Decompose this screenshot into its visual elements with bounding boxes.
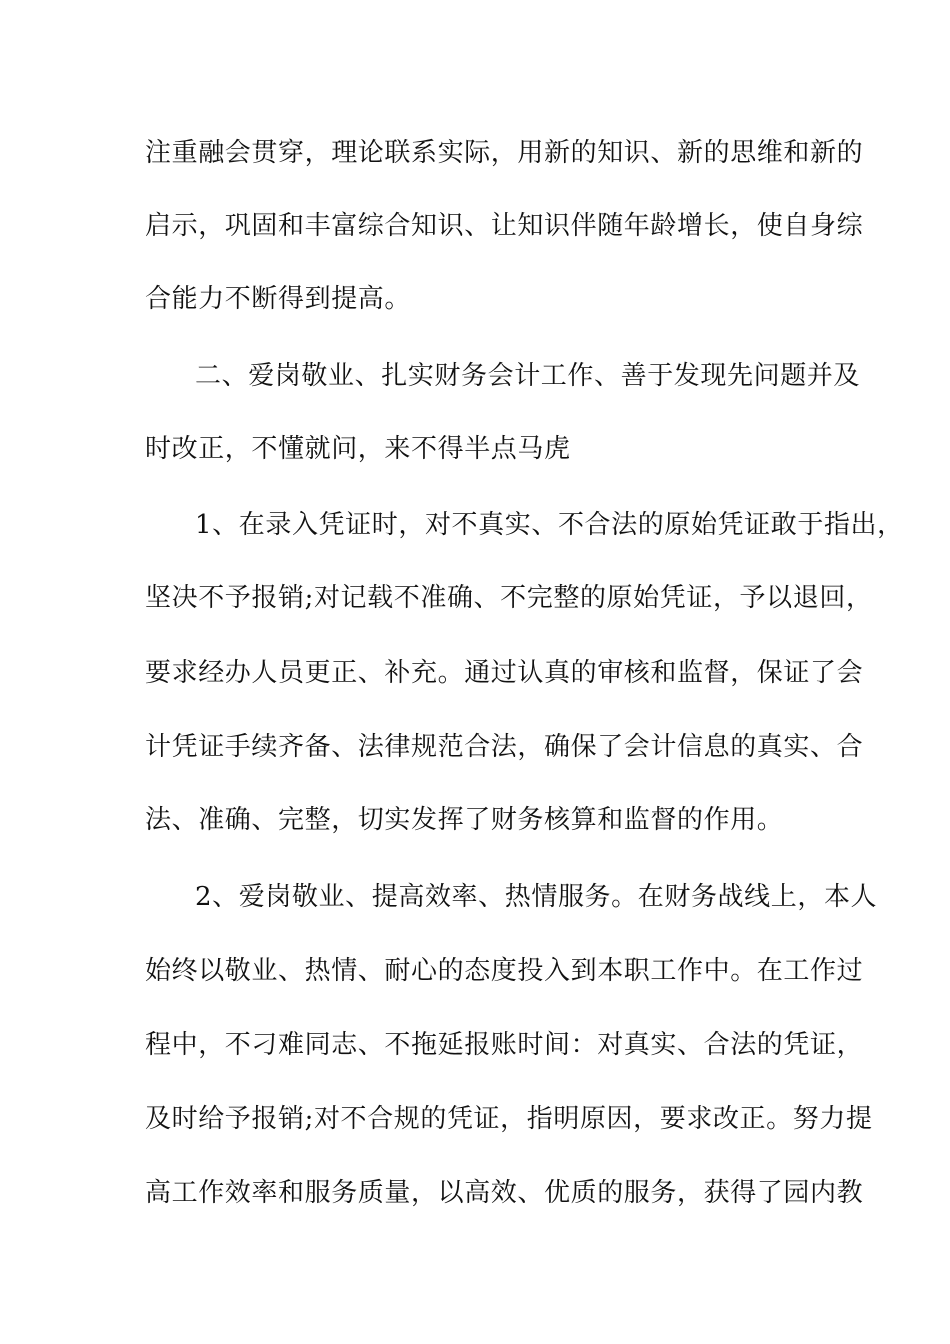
paragraph-3-line-5: 法、准确、完整，切实发挥了财务核算和监督的作用。 [145, 805, 784, 835]
paragraph-2-line-2: 时改正，不懂就问，来不得半点马虎 [145, 434, 571, 464]
paragraph-3-line-2: 坚决不予报销;对记载不准确、不完整的原始凭证，予以退回， [145, 583, 873, 613]
paragraph-1-line-3: 合能力不断得到提高。 [145, 284, 412, 314]
paragraph-3-line-3: 要求经办人员更正、补充。通过认真的审核和监督，保证了会 [145, 658, 864, 688]
paragraph-4-line-2: 始终以敬业、热情、耐心的态度投入到本职工作中。在工作过 [145, 956, 864, 986]
paragraph-2-line-1: 二、爱岗敬业、扎实财务会计工作、善于发现先问题并及 [195, 361, 861, 391]
paragraph-4-line-4: 及时给予报销;对不合规的凭证，指明原因，要求改正。努力提 [145, 1104, 873, 1134]
paragraph-4-line-3: 程中，不刁难同志、不拖延报账时间：对真实、合法的凭证， [145, 1030, 864, 1060]
paragraph-4-line-5: 高工作效率和服务质量，以高效、优质的服务，获得了园内教 [145, 1178, 864, 1208]
paragraph-4-line-1: 2、爱岗敬业、提高效率、热情服务。在财务战线上，本人 [195, 882, 878, 912]
paragraph-1-line-1: 注重融会贯穿，理论联系实际，用新的知识、新的思维和新的 [145, 138, 864, 168]
paragraph-3-line-1: 1、在录入凭证时，对不真实、不合法的原始凭证敢于指出， [195, 510, 904, 540]
paragraph-3-line-4: 计凭证手续齐备、法律规范合法，确保了会计信息的真实、合 [145, 732, 864, 762]
paragraph-1-line-2: 启示，巩固和丰富综合知识、让知识伴随年龄增长，使自身综 [145, 211, 864, 241]
